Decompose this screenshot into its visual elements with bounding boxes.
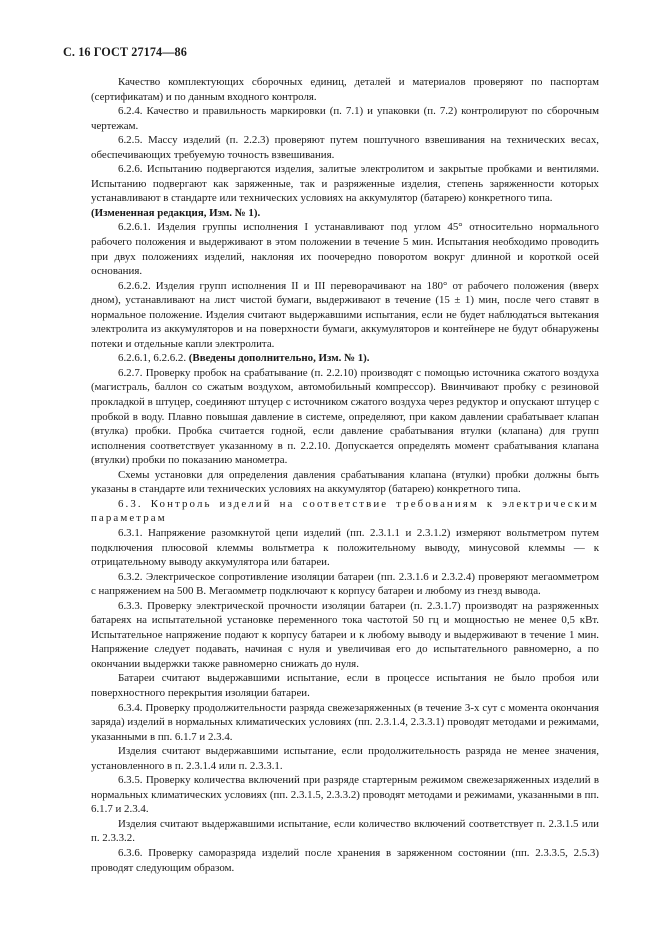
- paragraph: Качество комплектующих сборочных единиц, деталей и материалов проверяют по паспортам (сертификатам) и по данным входного контроля.: [91, 76, 599, 103]
- clause-numbers: 6.2.6.1, 6.2.6.2.: [118, 352, 189, 365]
- paragraph: Изделия считают выдержавшими испытание, если количество включений соответствует п. 2.3.1.5 или п. 2.3.3.2.: [91, 817, 599, 845]
- paragraph: 6.2.6.2. Изделия групп исполнения II и III переворачивают на 180° от рабочего положения (вверх дном), устанавливают на лист чистой бумаги, выдерживают в течение (15 ± 1) мин, после чего ставят в нормальное положение. Изделия считают выдержавшими испытания, если не будет наблюдаться вытекания электролита из аккумуляторов и на поверхности бумаги, аккумуляторов и контейнере не будут обнаружены потеки и отдельные капли электролита.: [91, 279, 599, 350]
- document-body: [91, 75, 599, 875]
- paragraph: 6.3.5. Проверку количества включений при разряде стартерным режимом свежезаряженных изделий в нормальных климатических условиях (пп. 2.3.1.5, 2.3.3.2) проводят методами и режимами, указанными в пп. 6.1.7 и 2.3.4.: [91, 774, 599, 816]
- paragraph: 6.3.1. Напряжение разомкнутой цепи изделий (пп. 2.3.1.1 и 2.3.1.2) измеряют вольтметром путем подключения плюсовой клеммы вольтметра к положительному выводу, минусовой клеммы — к отрицательному выводу аккумулятора или батареи.: [91, 526, 599, 569]
- paragraph: 6.2.6. Испытанию подвергаются изделия, залитые электролитом и закрытые пробками и вентилями. Испытанию подвергают как заряженные, так и разряженные изделия, степень заряженности которых устанавливают в стандарте или технических условиях на аккумулятор (батарею) конкретного типа.: [91, 163, 599, 205]
- section-heading: 6.3. Контроль изделий на соответствие требованиям к электрическим параметрам: [91, 497, 599, 525]
- paragraph: 6.2.4. Качество и правильность маркировки (п. 7.1) и упаковки (п. 7.2) контролируют по сборочным чертежам.: [91, 105, 599, 132]
- paragraph: Изделия считают выдержавшими испытание, если продолжительность разряда не менее значения, установленного в п. 2.3.1.4 или п. 2.3.3.1.: [91, 745, 599, 772]
- amendment-note: (Измененная редакция, Изм. № 1).: [91, 206, 261, 219]
- paragraph: Батареи считают выдержавшими испытание, если в процессе испытания не было пробоя или поверхностного перекрытия изоляции батареи.: [91, 672, 599, 699]
- paragraph: 6.3.4. Проверку продолжительности разряда свежезаряженных (в течение 3-х сут с момента окончания заряда) изделий в нормальных климатических условиях (пп. 2.3.1.4, 2.3.3.1) проводят методами и режимами, указанными в пп. 6.1.7 и 2.3.4.: [91, 701, 599, 743]
- page-header: С. 16 ГОСТ 27174—86: [63, 45, 187, 59]
- amendment-paragraph: [91, 351, 599, 366]
- paragraph: 6.3.2. Электрическое сопротивление изоляции батареи (пп. 2.3.1.6 и 2.3.2.4) проверяют мегаомметром с напряжением на 500 В. Мегаомметр подключают к корпусу батареи и любому из гнезд вывода.: [91, 570, 599, 598]
- paragraph: 6.2.5. Массу изделий (п. 2.2.3) проверяют путем поштучного взвешивания на технических весах, обеспечивающих требуемую точность взвешивания.: [91, 134, 599, 161]
- paragraph: 6.3.6. Проверку саморазряда изделий после хранения в заряженном состоянии (пп. 2.3.3.5, 2.5.3) проводят следующим образом.: [91, 846, 599, 874]
- paragraph: Схемы установки для определения давления срабатывания клапана (втулки) пробки должны быть указаны в стандарте или технических условиях на аккумулятор (батарею) конкретного типа.: [91, 468, 599, 496]
- paragraph: 6.2.6.1. Изделия группы исполнения I устанавливают под углом 45° относительно нормального рабочего положения и выдерживают в этом положении в течение 5 мин. Испытания необходимо проводить при двух положениях изделий, наклоняя их поочередно поворотом вокруг длинной и короткой осей основания.: [91, 221, 599, 278]
- paragraph: 6.3.3. Проверку электрической прочности изоляции батареи (п. 2.3.1.7) производят на разряженных батареях на испытательной установке переменного тока частотой 50 гц и мощностью не менее 0,5 кВт. Испытательное напряжение подают к корпусу батареи и к любому выводу и выдерживают в течение 1 мин. Напряжение следует подавать, начиная с нуля и увеличивая его до испытательного равномерно, а по окончании выдержки также равномерно снижать до нуля.: [91, 599, 599, 670]
- amendment-note: (Введены дополнительно, Изм. № 1).: [188, 352, 370, 365]
- paragraph: 6.2.7. Проверку пробок на срабатывание (п. 2.2.10) производят с помощью источника сжатого воздуха (магистраль, баллон со сжатым воздухом, автомобильный компрессор). Ввинчивают пробку с резиновой прокладкой в штуцер, соединяют штуцер с источником сжатого воздуха через редуктор и опускают штуцер с пробкой в воду. Плавно повышая давление в системе, определяют, при каком давлении срабатывает клапан (втулка) пробки. Пробка считается годной, если давление срабатывания втулки (клапана) для групп исполнения соответствует указанному в п. 2.2.10. Допускается определять момент срабатывания клапана (втулки) пробки по показанию манометра.: [91, 366, 599, 467]
